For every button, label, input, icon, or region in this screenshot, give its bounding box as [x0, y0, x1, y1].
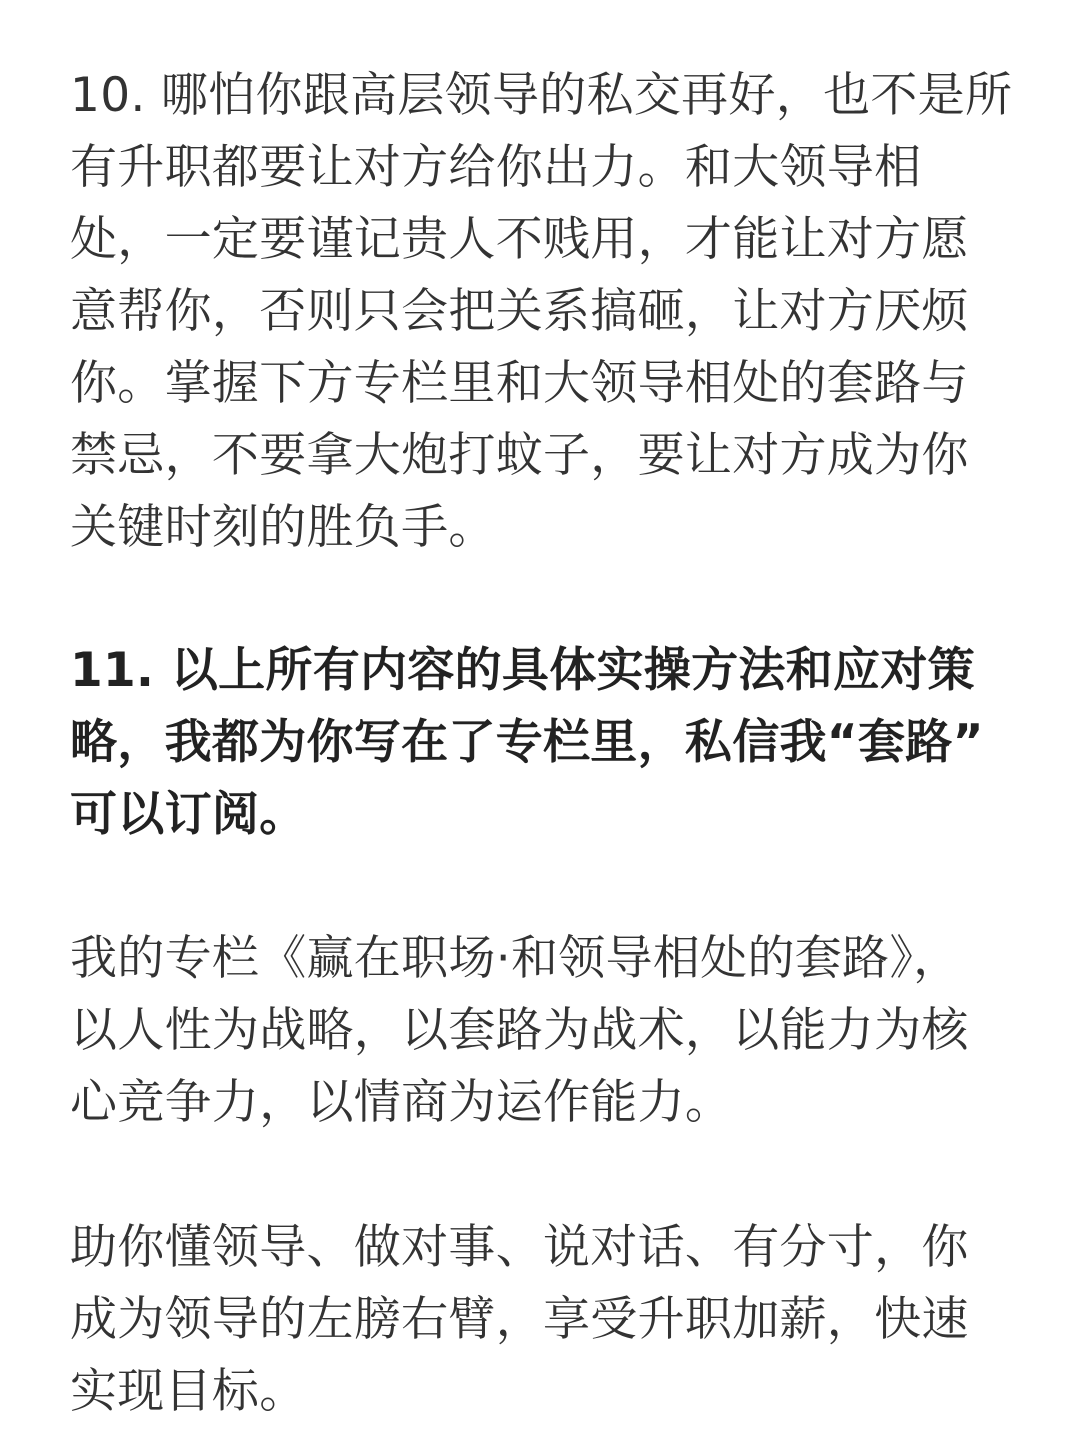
text-line: 意帮你，否则只会把关系搞砸，让对方厌烦 [70, 284, 969, 339]
text-line: 禁忌，不要拿大炮打蚊子，要让对方成为你 [70, 428, 969, 483]
text-line: 10. 哪怕你跟高层领导的私交再好，也不是所 [70, 68, 1013, 123]
text-line: 实现目标。 [70, 1364, 307, 1419]
text-line: 处，一定要谨记贵人不贱用，才能让对方愿 [70, 212, 969, 267]
text-line: 可以订阅。 [70, 787, 307, 842]
text-line: 助你懂领导、做对事、说对话、有分寸，你 [70, 1220, 969, 1275]
text-line: 略，我都为你写在了专栏里，私信我“套路” [70, 715, 984, 770]
text-line: 你。掌握下方专栏里和大领导相处的套路与 [70, 356, 969, 411]
paragraph-item-11 [70, 635, 984, 851]
paragraph-column-benefits [70, 1212, 969, 1428]
text-line: 我的专栏《赢在职场·和领导相处的套路》， [70, 931, 961, 986]
text-line: 有升职都要让对方给你出力。和大领导相 [70, 140, 922, 195]
text-line: 以人性为战略，以套路为战术，以能力为核 [70, 1003, 969, 1058]
text-line: 心竞争力，以情商为运作能力。 [70, 1075, 733, 1130]
paragraph-column-intro [70, 923, 969, 1139]
text-line: 11. 以上所有内容的具体实操方法和应对策 [70, 643, 975, 698]
paragraph-item-10 [70, 60, 1012, 564]
text-line: 成为领导的左膀右臂，享受升职加薪，快速 [70, 1292, 969, 1347]
text-line: 关键时刻的胜负手。 [70, 500, 496, 555]
